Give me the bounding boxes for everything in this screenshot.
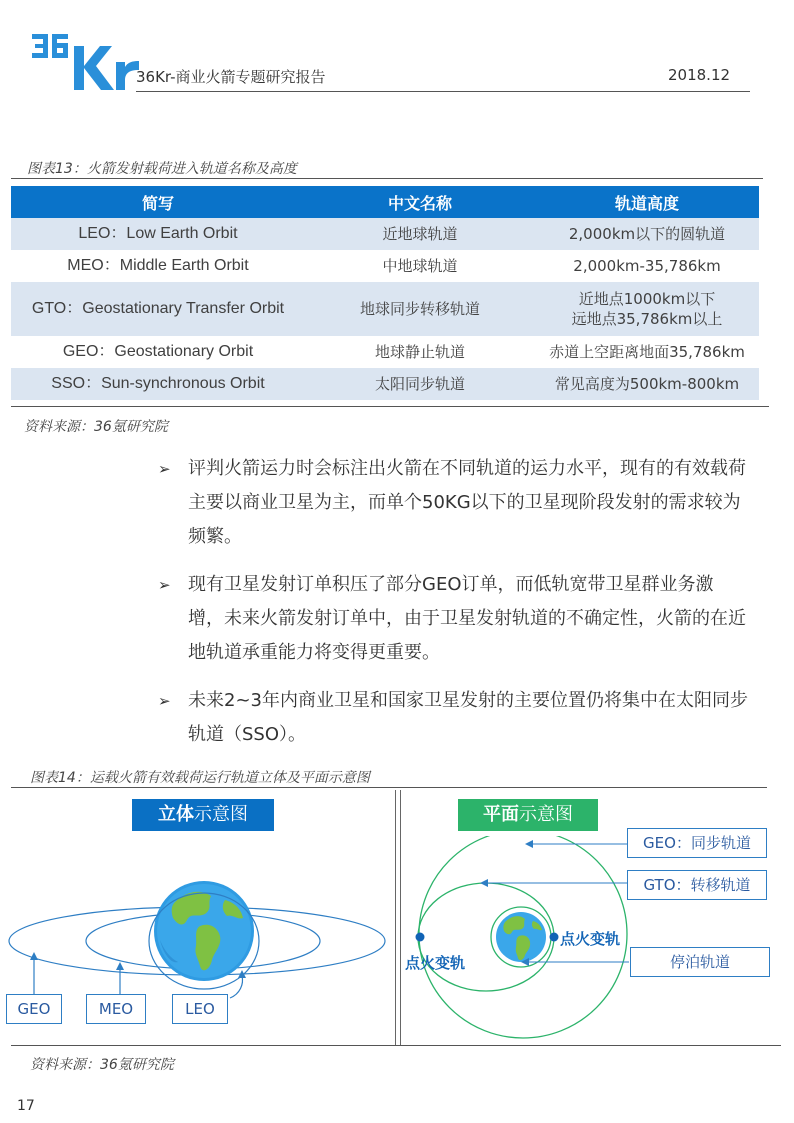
geo-sync-orbit-label: GEO：同步轨道 [627,828,767,858]
table13-bottom-rule [11,406,769,407]
parking-orbit-label: 停泊轨道 [630,947,770,977]
report-title: 36Kr-商业火箭专题研究报告 [136,68,326,86]
cell-height-multiline [535,282,759,336]
bullet-text: 评判火箭运力时会标注出火箭在不同轨道的运力水平，现有的有效载荷主要以商业卫星为主，而单个50KG以下的卫星现阶段发射的需求较为频繁。 [188,458,746,547]
cell-abbr: GTO：Geostationary Transfer Orbit [11,282,305,336]
geo-label: GEO [6,994,62,1024]
cell-height: 2,000km以下的圆轨道 [535,218,759,250]
figure14-bottom-rule [11,1045,781,1046]
col-header-abbr: 简写 [11,186,305,218]
earth-globe-small-icon [496,912,546,962]
bullet-arrow-icon: ➢ [158,692,171,710]
plane-diagram-title [458,799,598,831]
ignite-label-right: 点火变轨 [560,930,621,948]
cell-cn: 太阳同步轨道 [305,368,535,400]
report-date: 2018.12 [668,66,731,84]
cell-height-line1: 近地点1000km以下 [578,290,716,308]
ignition-point-right [550,933,559,942]
table-row [11,250,759,282]
gto-transfer-orbit-label: GTO：转移轨道 [627,870,767,900]
cell-cn: 地球静止轨道 [305,336,535,368]
leo-label: LEO [172,994,228,1024]
meo-label: MEO [86,994,146,1024]
figure14-source: 资料来源：36氪研究院 [30,1057,174,1073]
earth-globe-icon [154,881,254,981]
page-number: 17 [17,1098,35,1114]
figure14-caption: 图表14：运载火箭有效载荷运行轨道立体及平面示意图 [30,770,370,786]
table13-source: 资料来源：36氪研究院 [24,419,168,435]
figure-divider-left [395,790,396,1045]
table-row [11,336,759,368]
bullet-list [158,452,748,766]
col-header-cn: 中文名称 [305,186,535,218]
table13-caption: 图表13：火箭发射载荷进入轨道名称及高度 [27,161,297,177]
table-row [11,218,759,250]
cell-height: 赤道上空距离地面35,786km [535,336,759,368]
plane-title-rest: 示意图 [519,804,573,825]
cell-cn: 近地球轨道 [305,218,535,250]
cell-abbr: SSO：Sun-synchronous Orbit [11,368,305,400]
cell-abbr: GEO：Geostationary Orbit [11,336,305,368]
stereo-title-rest: 示意图 [194,804,248,825]
bullet-text: 未来2~3年内商业卫星和国家卫星发射的主要位置仍将集中在太阳同步轨道（SSO）。 [188,690,748,745]
cell-cn: 地球同步转移轨道 [305,282,535,336]
ignite-label-left: 点火变轨 [405,954,466,972]
table-row [11,368,759,400]
cell-height-line2: 远地点35,786km以上 [571,310,723,328]
table13-top-rule [11,178,763,179]
cell-abbr: LEO：Low Earth Orbit [11,218,305,250]
cell-height: 常见高度为500km-800km [535,368,759,400]
cell-cn: 中地球轨道 [305,250,535,282]
ignition-point-left [416,933,425,942]
cell-height: 2,000km-35,786km [535,250,759,282]
figure14-top-rule [11,787,767,788]
bullet-text: 现有卫星发射订单积压了部分GEO订单，而低轨宽带卫星群业务激增，未来火箭发射订单中，由于卫星发射轨道的不确定性，火箭的在近地轨道承重能力将变得更重要。 [188,574,746,663]
col-header-height: 轨道高度 [535,186,759,218]
cell-abbr: MEO：Middle Earth Orbit [11,250,305,282]
bullet-item [158,684,748,752]
bullet-item [158,452,748,554]
stereo-diagram-title [132,799,274,831]
bullet-arrow-icon: ➢ [158,460,171,478]
stereo-title-bold: 立体 [158,804,194,825]
header-divider [136,91,750,92]
table-row [11,282,759,336]
plane-title-bold: 平面 [483,804,519,825]
table-header-row [11,186,759,218]
bullet-arrow-icon: ➢ [158,576,171,594]
36kr-logo [30,28,140,92]
bullet-item [158,568,748,670]
orbit-table [11,186,759,400]
